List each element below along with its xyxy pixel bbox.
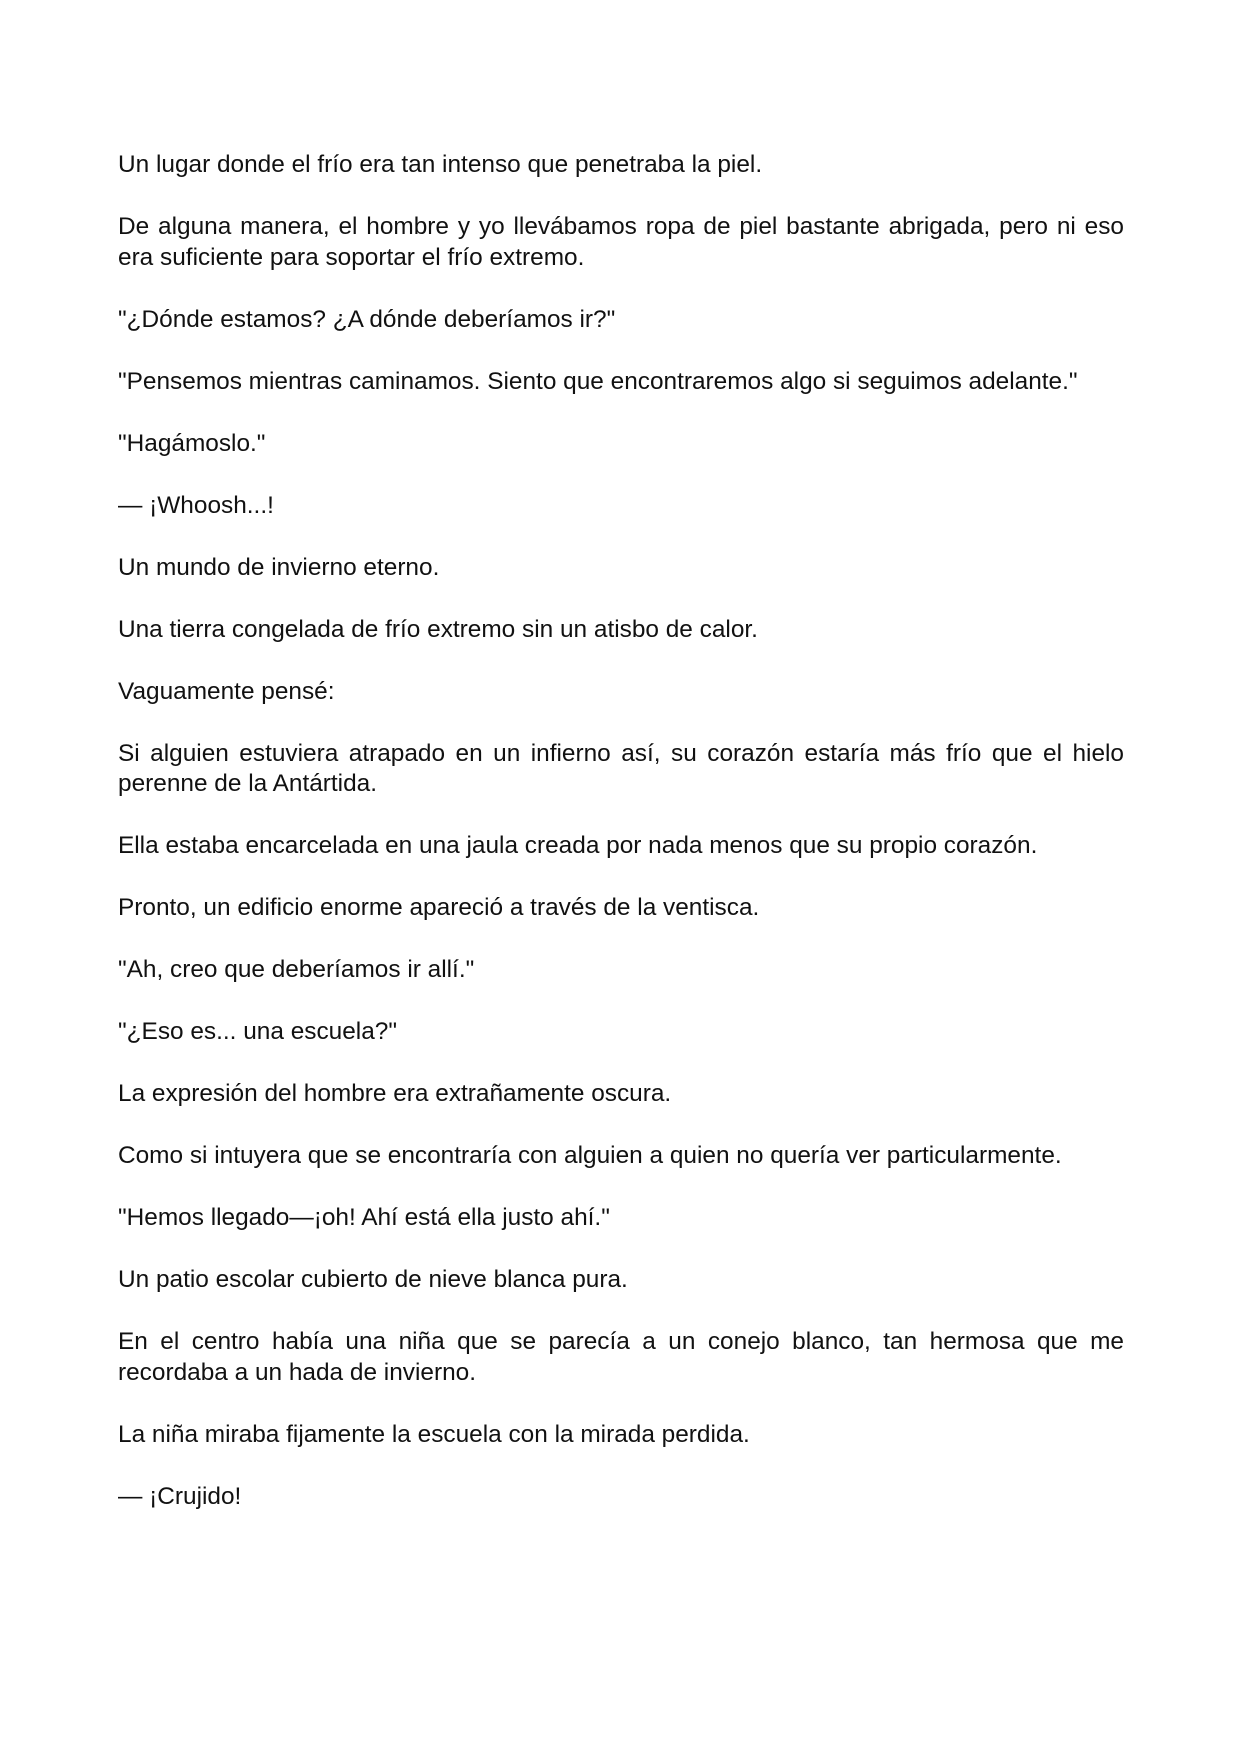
paragraph: Un patio escolar cubierto de nieve blanca pura. [118,1266,628,1293]
paragraph: La niña miraba fijamente la escuela con la mirada perdida. [118,1420,750,1448]
paragraph: Un lugar donde el frío era tan intenso que penetraba la piel. [118,151,763,178]
paragraph: Pronto, un edificio enorme apareció a través de la ventisca. [118,894,760,921]
paragraph: En el centro había una niña que se parecía a un conejo blanco, tan hermosa que me recordaba a un hada de invierno. [118,1328,1124,1386]
paragraph: "Hemos llegado—¡oh! Ahí está ella justo ahí." [118,1204,610,1231]
paragraph: Ella estaba encarcelada en una jaula creada por nada menos que su propio corazón. [118,832,1038,859]
paragraph: Vaguamente pensé: [118,677,335,705]
paragraph: De alguna manera, el hombre y yo llevábamos ropa de piel bastante abrigada, pero ni eso era suficiente para soportar el frío extremo. [118,213,1124,271]
paragraph: Un mundo de invierno eterno. [118,553,440,581]
paragraph: — ¡Whoosh...! [118,491,274,519]
paragraph: Una tierra congelada de frío extremo sin un atisbo de calor. [118,615,758,643]
paragraph: "¿Eso es... una escuela?" [118,1018,397,1045]
paragraph: "Pensemos mientras caminamos. Siento que encontraremos algo si seguimos adelante." [118,367,1078,395]
paragraph: La expresión del hombre era extrañamente oscura. [118,1080,672,1107]
paragraph: "Hagámoslo." [118,429,266,457]
paragraph: Como si intuyera que se encontraría con alguien a quien no quería ver particularmente. [118,1142,1062,1169]
paragraph: "Ah, creo que deberíamos ir allí." [118,956,475,983]
paragraph: — ¡Crujido! [118,1482,242,1510]
paragraph: "¿Dónde estamos? ¿A dónde deberíamos ir?" [118,305,616,333]
paragraph: Si alguien estuviera atrapado en un infierno así, su corazón estaría más frío que el hielo perenne de la Antártida. [118,739,1124,797]
page-body [118,150,1124,1544]
